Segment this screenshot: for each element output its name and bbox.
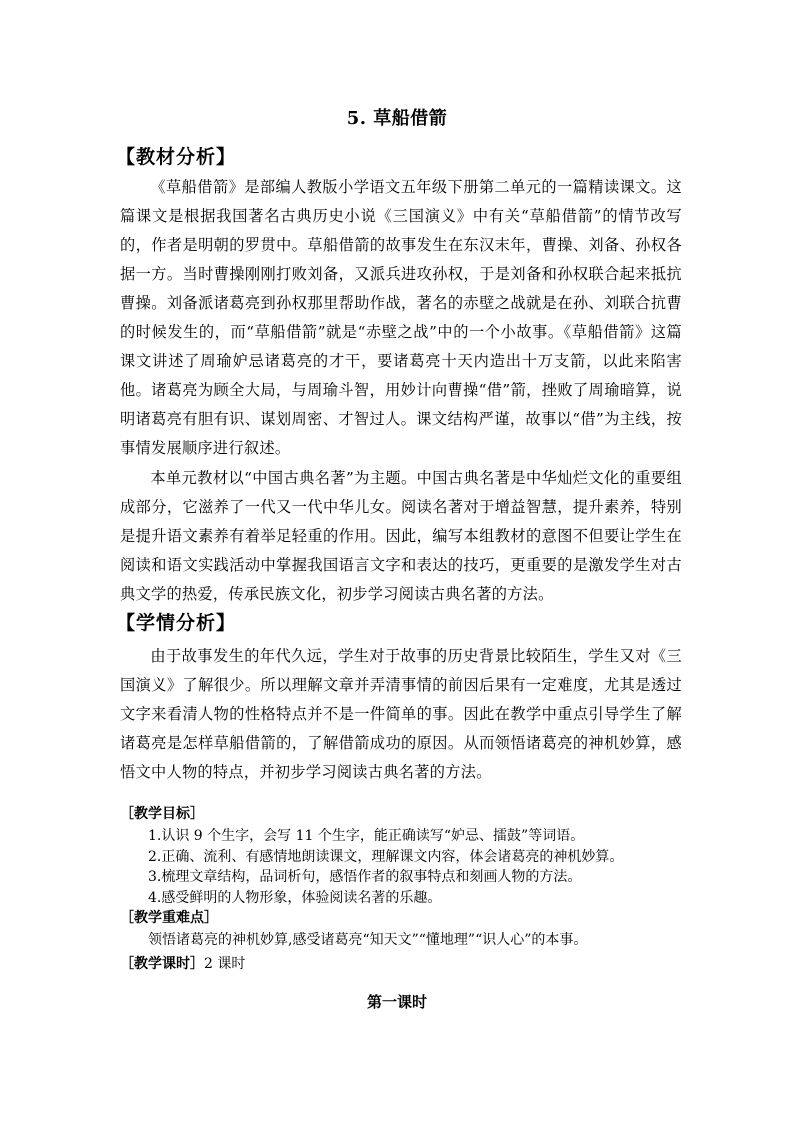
- key-difficulties-text: 领悟诸葛亮的神机妙算,感受诸葛亮“知天文”“懂地理”“识人心”的本事。: [148, 932, 588, 948]
- learner-analysis-heading: 【学情分析】: [116, 612, 237, 634]
- teaching-goal-item: 3.梳理文章结构，品词析句，感悟作者的叙事特点和刻画人物的方法。: [148, 869, 582, 885]
- learner-analysis-paragraph: 由于故事发生的年代久远，学生对于故事的历史背景比较陌生，学生又对《三国演义》了解很少。所以理解文章并弄清事情的前因后果有一定难度，尤其是透过文字来看清人物的性格特点并不是一件简单的事。因此在教学中重点引导学生了解诸葛亮是怎样草船借箭的，了解借箭成功的原因。从而领悟诸葛亮的神机妙算，感悟文中人物的特点，并初步学习阅读古典名著的方法。: [120, 647, 682, 781]
- key-difficulties-heading: ［教学重难点］: [120, 910, 218, 926]
- lesson-title: 第一课时: [366, 993, 427, 1011]
- teaching-hours-label: ［教学课时］: [120, 956, 204, 972]
- teaching-goals-list: [148, 826, 708, 908]
- teaching-goal-item: 2.正确、流利、有感情地朗读课文，理解课文内容，体会诸葛亮的神机妙算。: [148, 848, 624, 865]
- teaching-goal-item: 4.感受鲜明的人物形象，体验阅读名著的乐趣。: [148, 889, 442, 906]
- teaching-hours-line: [120, 953, 245, 973]
- teaching-goals-heading: ［教学目标］: [120, 806, 204, 822]
- textbook-analysis-heading: 【教材分析】: [116, 146, 237, 168]
- teaching-goal-item: 1.认识 9 个生字，会写 11 个生字，能正确读写“妒忌、擂鼓”等词语。: [148, 828, 585, 844]
- textbook-analysis-paragraph-2: 本单元教材以“中国古典名著”为主题。中国古典名著是中华灿烂文化的重要组成部分，它滋养了一代又一代中华儿女。阅读名著对于增益智慧，提升素养，特别是提升语文素养有着举足轻重的作用。因此，编写本组教材的意图不但要让学生在阅读和语文实践活动中掌握我国语言文字和表达的技巧，更重要的是激发学生对古典文学的热爱，传承民族文化，初步学习阅读古典名著的方法。: [120, 469, 682, 603]
- textbook-analysis-paragraph-1: 《草船借箭》是部编人教版小学语文五年级下册第二单元的一篇精读课文。这篇课文是根据我国著名古典历史小说《三国演义》中有关“草船借箭”的情节改写的，作者是明朝的罗贯中。草船借箭的故事发生在东汉末年，曹操、刘备、孙权各据一方。当时曹操刚刚打败刘备，又派兵进攻孙权，于是刘备和孙权联合起来抵抗曹操。刘备派诸葛亮到孙权那里帮助作战，著名的赤壁之战就是在孙、刘联合抗曹的时候发生的，而“草船借箭”就是“赤壁之战”中的一个小故事。《草船借箭》这篇课文讲述了周瑜妒忌诸葛亮的才干，要诸葛亮十天内造出十万支箭，以此来陷害他。诸葛亮为顾全大局，与周瑜斗智，用妙计向曹操“借”箭，挫败了周瑜暗算，说明诸葛亮有胆有识、谋划周密、才智过人。课文结构严谨，故事以“借”为主线，按事情发展顺序进行叙述。: [120, 178, 682, 457]
- document-title: 5. 草船借箭: [346, 108, 448, 129]
- teaching-hours-value: 2 课时: [204, 956, 246, 972]
